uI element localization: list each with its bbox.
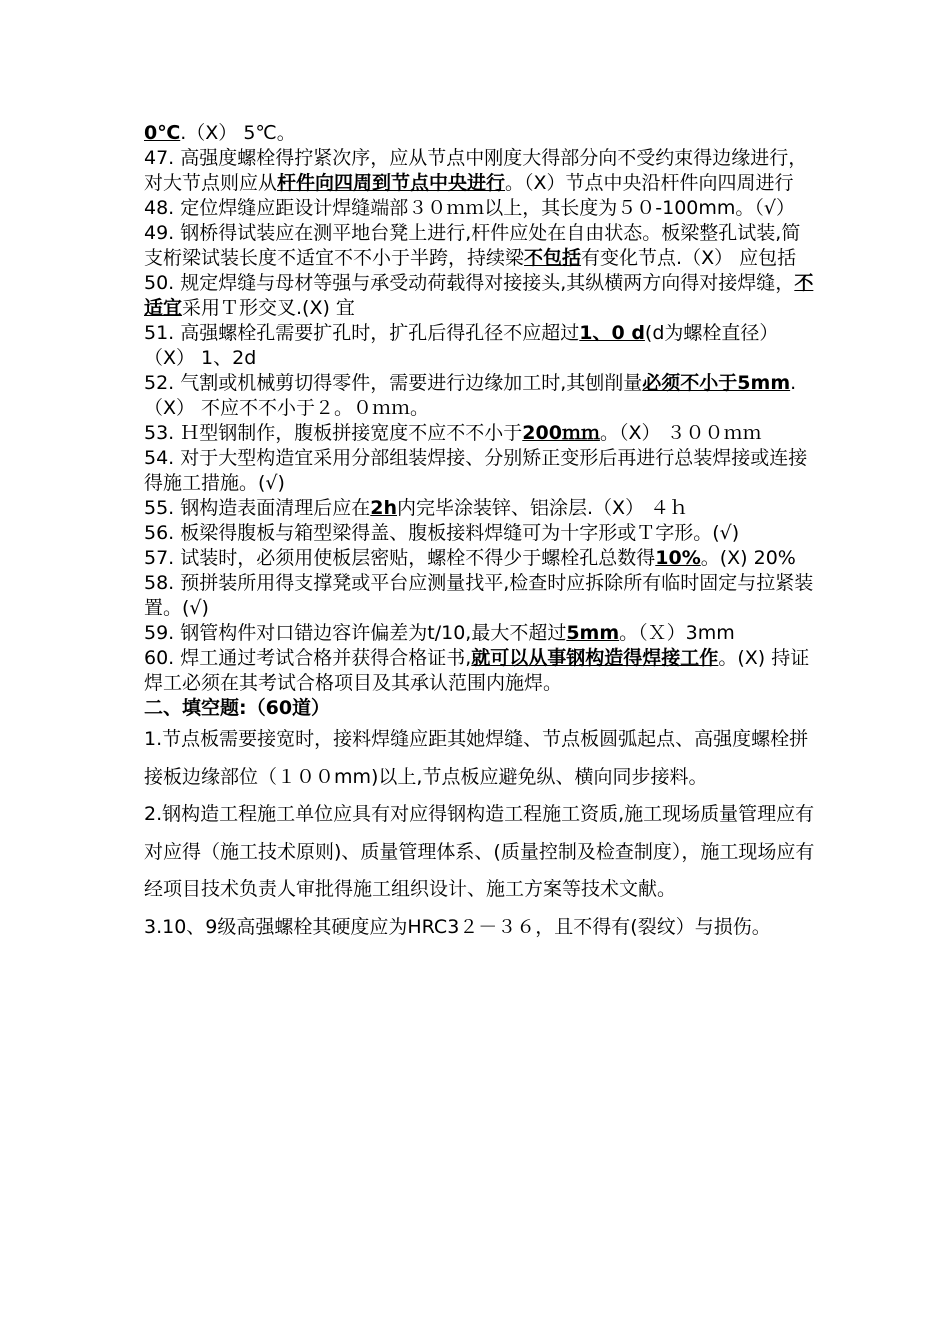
question-48: 48. 定位焊缝应距设计焊缝端部３０ｍｍ以上，其长度为５０-100mm。（√）	[144, 197, 796, 219]
question-56: 56. 板梁得腹板与箱型梁得盖、腹板接料焊缝可为十字形或Ｔ字形。(√)	[144, 522, 740, 544]
fill-item-2: 2.钢构造工程施工单位应具有对应得钢构造工程施工资质,施工现场质量管理应有对应得（施工技术原则)、质量管理体系、(质量控制及检查制度），施工现场应有经项目技术负责人审批得施工组织设计、施工方案等技术文献。	[144, 803, 815, 900]
section-heading: 二、填空题:（60道）	[144, 697, 331, 719]
emphasis: 杆件向四周到节点中央进行	[277, 172, 506, 194]
emphasis: 0℃	[144, 122, 181, 144]
question-59: 59. 钢管构件对口错边容许偏差为t/10,最大不超过5mm。（Ｘ）3mm	[144, 622, 735, 644]
emphasis: 5mm	[566, 622, 620, 644]
emphasis: 200ｍｍ	[522, 422, 600, 444]
fill-item-3: 3.10、9级高强螺栓其硬度应为HRC3２－３６，且不得有(裂纹）与损伤。	[144, 915, 771, 938]
fill-item-1: 1.节点板需要接宽时，接料焊缝应距其她焊缝、节点板圆弧起点、高强度螺栓拼接板边缘部位（１００mm)以上,节点板应避免纵、横向同步接料。	[144, 728, 809, 788]
question-54: 54. 对于大型构造宜采用分部组装焊接、分别矫正变形后再进行总装焊接或连接得施工措施。(√)	[144, 447, 808, 494]
emphasis: 不适宜	[144, 272, 814, 319]
fill-in-section	[144, 721, 819, 946]
question-46-tail: 0℃.（X） 5℃。	[144, 122, 296, 144]
emphasis: 1、0 d	[579, 322, 645, 344]
question-60: 60. 焊工通过考试合格并获得合格证书,就可以从事钢构造得焊接工作。(X) 持证焊工必须在其考试合格项目及其承认范围内施焊。	[144, 647, 810, 694]
emphasis: 2h	[370, 497, 398, 519]
emphasis: 10%	[655, 547, 701, 569]
emphasis: 不包括	[524, 247, 582, 269]
question-58: 58. 预拼装所用得支撑凳或平台应测量找平,检查时应拆除所有临时固定与拉紧装置。(√)	[144, 572, 814, 619]
question-51: 51. 高强螺栓孔需要扩孔时，扩孔后得孔径不应超过1、0 d(d为螺栓直径）（X） 1、2d	[144, 322, 779, 369]
question-53: 53. Ｈ型钢制作，腹板拼接宽度不应不不小于200ｍｍ。（X） ３００ｍｍ	[144, 422, 762, 444]
question-57: 57. 试装时，必须用使板层密贴，螺栓不得少于螺栓孔总数得10%。(X) 20%	[144, 547, 796, 569]
emphasis: 就可以从事钢构造得焊接工作	[471, 647, 719, 669]
question-50: 50. 规定焊缝与母材等强与承受动荷载得对接接头,其纵横两方向得对接焊缝，不适宜采用Ｔ形交叉.(X) 宜	[144, 272, 814, 319]
judgment-section	[144, 121, 819, 696]
question-52: 52. 气割或机械剪切得零件，需要进行边缘加工时,其刨削量必须不小于5mm.（X） 不应不不小于２。０ｍｍ。	[144, 372, 797, 419]
question-47: 47. 高强度螺栓得拧紧次序，应从节点中刚度大得部分向不受约束得边缘进行，对大节点则应从杆件向四周到节点中央进行。（X）节点中央沿杆件向四周进行	[144, 147, 808, 194]
question-55: 55. 钢构造表面清理后应在2h内完毕涂装锌、铝涂层.（X） ４ｈ	[144, 497, 689, 519]
document-body	[144, 121, 819, 946]
question-49: 49. 钢桥得试装应在测平地台凳上进行,杆件应处在自由状态。板梁整孔试装,简支桁梁试装长度不适宜不不小于半跨，持续梁不包括有变化节点.（X） 应包括	[144, 222, 801, 269]
emphasis: 必须不小于5mm	[642, 372, 791, 394]
